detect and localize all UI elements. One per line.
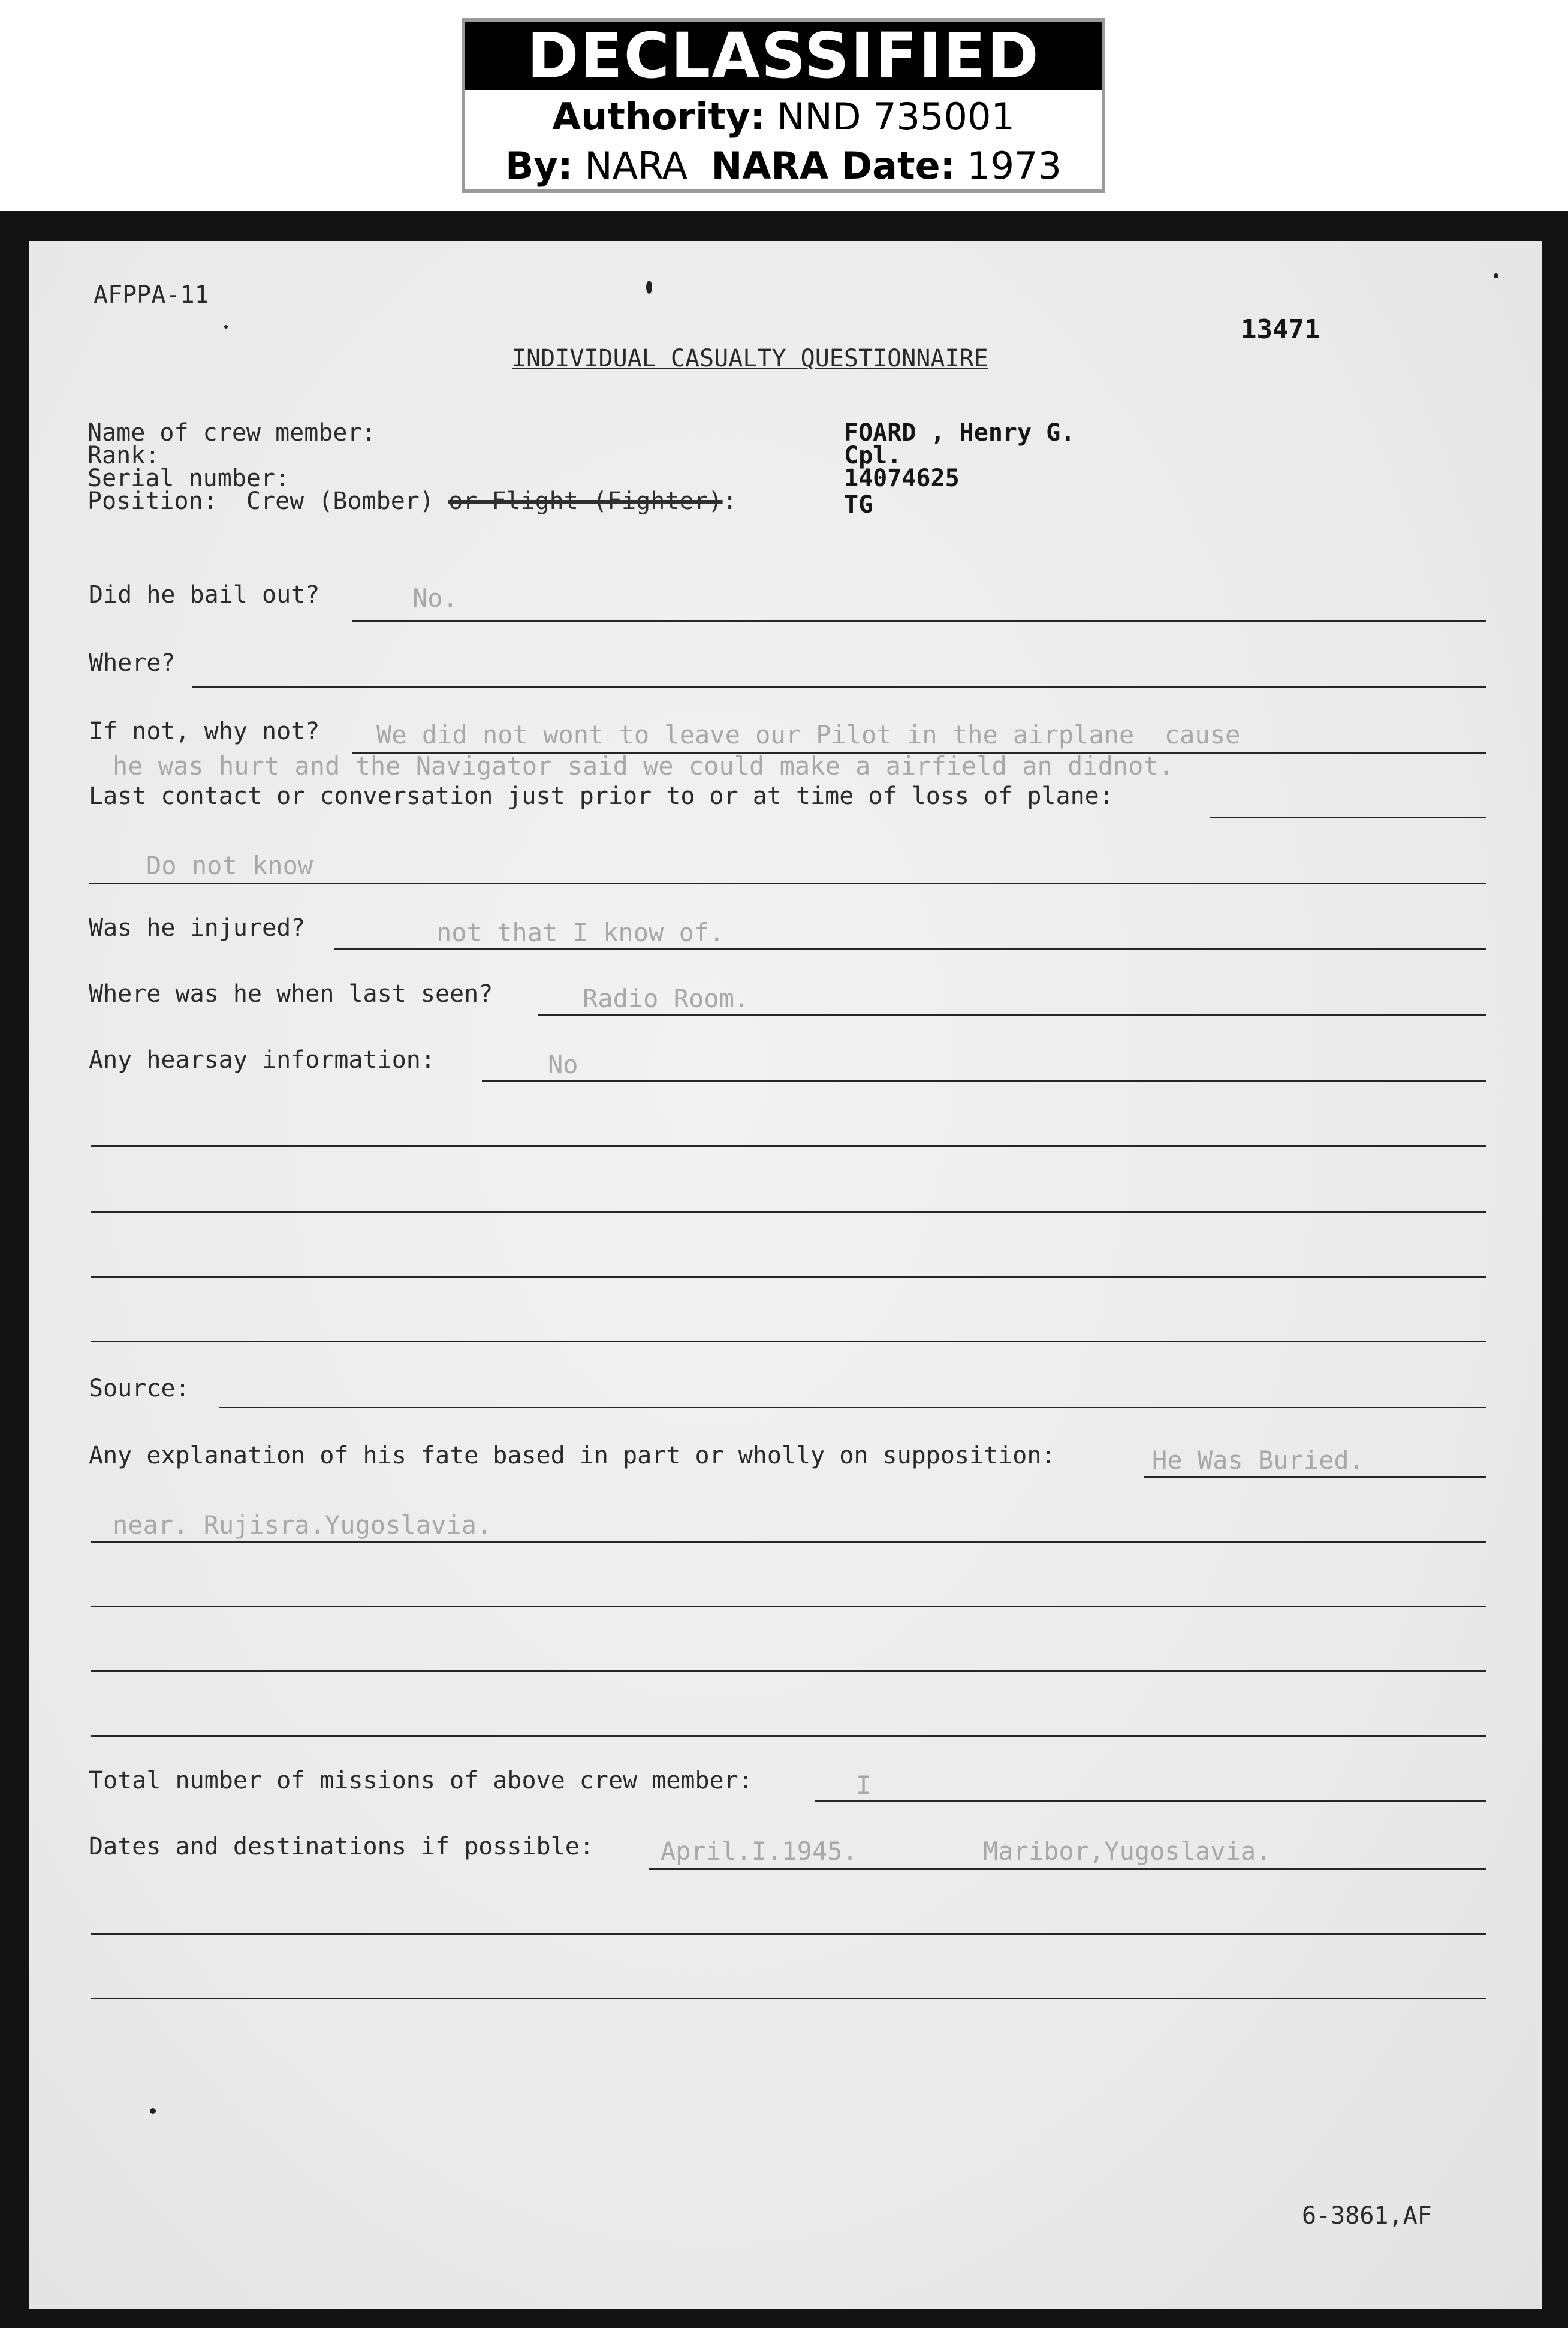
hearsay-answer-line [482, 1080, 1486, 1082]
hearsay-extra-line-4 [91, 1341, 1486, 1342]
hearsay-answer: No [548, 1050, 578, 1079]
fate-answer-line-end [1144, 1476, 1486, 1478]
dates-extra-line-2 [91, 1998, 1486, 1999]
dates-label: Dates and destinations if possible: [89, 1833, 594, 1860]
bail-answer-line [352, 620, 1486, 622]
hearsay-label: Any hearsay information: [89, 1046, 435, 1074]
dates-answer-destination: Maribor,Yugoslavia. [983, 1836, 1271, 1866]
scan-speck [646, 281, 652, 294]
scanned-document [0, 211, 1568, 2328]
name-label: Name of crew member: [88, 419, 376, 447]
missions-answer: I [856, 1770, 872, 1800]
serial-label: Serial number: [88, 465, 290, 492]
stamp-title: DECLASSIFIED [465, 22, 1102, 90]
source-answer-line [219, 1407, 1486, 1408]
scan-speck [1494, 273, 1498, 278]
serial-value: 14074625 [844, 465, 960, 492]
seen-answer-line [538, 1014, 1486, 1016]
contact-answer-line-end [1210, 817, 1486, 818]
scan-speck [224, 325, 228, 329]
position-struck-text: or Flight (Fighter) [448, 487, 723, 515]
fate-label: Any explanation of his fate based in part or wholly on supposition: [89, 1442, 1056, 1469]
form-title: INDIVIDUAL CASUALTY QUESTIONNAIRE [512, 345, 988, 372]
hearsay-extra-line-3 [91, 1276, 1486, 1278]
form-number: 13471 [1241, 314, 1320, 345]
rank-label: Rank: [88, 442, 160, 469]
where-label: Where? [89, 649, 176, 677]
contact-answer: Do not know [146, 851, 313, 880]
position-label: Position: Crew (Bomber) [88, 487, 434, 515]
stamp-authority-label: Authority: [552, 95, 765, 138]
footer-code: 6-3861,AF [1302, 2202, 1432, 2230]
scan-speck [150, 2108, 156, 2114]
missions-answer-line [815, 1800, 1486, 1802]
missions-label: Total number of missions of above crew member: [89, 1767, 753, 1794]
bail-label: Did he bail out? [89, 581, 320, 609]
source-label: Source: [89, 1375, 190, 1402]
seen-label: Where was he when last seen? [89, 980, 493, 1008]
why-label: If not, why not? [89, 718, 320, 745]
stamp-authority-line [465, 95, 1102, 138]
position-value: TG [844, 491, 873, 519]
dates-answer-date: April.I.1945. [661, 1836, 858, 1866]
stamp-date-value: 1973 [967, 144, 1062, 188]
why-answer-line-1: We did not wont to leave our Pilot in the airplane cause [376, 720, 1241, 749]
rank-value: Cpl. [844, 442, 902, 469]
form-code: AFPPA-11 [94, 281, 209, 309]
dates-answer-line [649, 1868, 1486, 1870]
injured-answer-line [334, 948, 1486, 950]
fate-answer-line-2: near. Rujisra.Yugoslavia. [113, 1510, 492, 1540]
fate-extra-line-2 [91, 1606, 1486, 1607]
fate-extra-line-4 [91, 1735, 1486, 1737]
why-answer-line-2: he was hurt and the Navigator said we could make a airfield an didnot. [113, 751, 1174, 781]
where-answer-line [192, 686, 1486, 688]
stamp-by-label: By: [505, 144, 573, 188]
bail-answer: No. [412, 583, 458, 613]
injured-label: Was he injured? [89, 914, 306, 942]
seen-answer: Radio Room. [583, 984, 750, 1013]
dates-extra-line-1 [91, 1933, 1486, 1935]
form-sheet [29, 241, 1542, 2309]
stamp-date-label: NARA Date: [711, 144, 955, 188]
hearsay-extra-line-2 [91, 1211, 1486, 1213]
declassified-stamp [462, 18, 1105, 193]
injured-answer: not that I know of. [436, 918, 725, 947]
contact-answer-line [89, 883, 1486, 884]
fate-extra-line-1 [91, 1541, 1486, 1543]
stamp-authority-value: NND 735001 [777, 95, 1015, 138]
contact-label: Last contact or conversation just prior to or at time of loss of plane: [89, 782, 1114, 810]
position-line [88, 487, 737, 516]
fate-extra-line-3 [91, 1670, 1486, 1672]
stamp-by-line [465, 144, 1102, 188]
name-value: FOARD , Henry G. [844, 419, 1075, 447]
position-colon: : [722, 487, 737, 515]
hearsay-extra-line-1 [91, 1145, 1486, 1147]
fate-answer-line-1: He Was Buried. [1152, 1445, 1365, 1475]
stamp-by-value: NARA [584, 144, 688, 188]
